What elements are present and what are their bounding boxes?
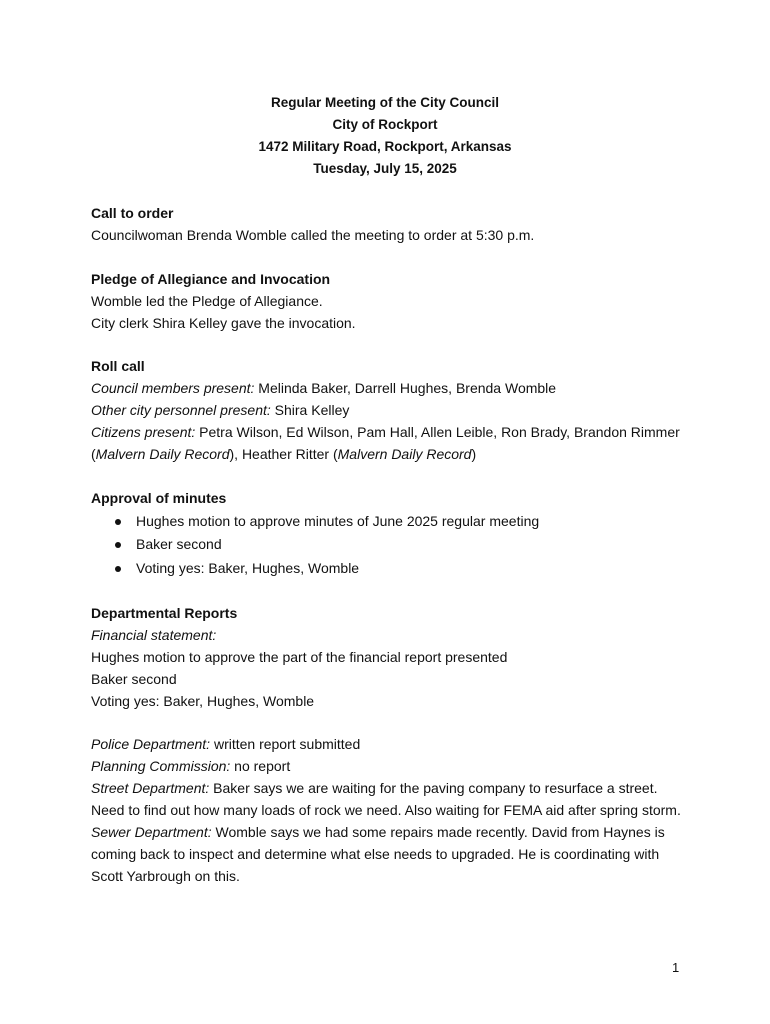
citizens-present-text: Petra Wilson, Ed Wilson, Pam Hall, Allen Leible, Ron Brady, Brandon Rimmer (	[91, 424, 680, 462]
departmental-reports-heading: Departmental Reports	[91, 604, 238, 621]
bullet-icon	[115, 566, 121, 572]
minutes-body	[91, 202, 686, 887]
citizens-present-paragraph	[91, 421, 686, 465]
planning-text: no report	[230, 758, 291, 774]
bullet-text: Voting yes: Baker, Hughes, Womble	[136, 559, 360, 576]
planning-label: Planning Commission:	[91, 758, 231, 774]
citizens-present-text: )	[471, 446, 477, 462]
pledge-heading: Pledge of Allegiance and Invocation	[91, 270, 331, 287]
bullet-icon	[115, 519, 121, 525]
financial-line: Voting yes: Baker, Hughes, Womble	[91, 692, 315, 709]
bullet-text: Baker second	[136, 536, 222, 552]
council-present-text: Melinda Baker, Darrell Hughes, Brenda Womble	[254, 380, 557, 396]
pledge-line: Womble led the Pledge of Allegiance.	[91, 292, 323, 309]
meeting-date: Tuesday, July 15, 2025	[313, 161, 457, 176]
meeting-header	[0, 92, 770, 180]
financial-line: Baker second	[91, 670, 177, 687]
financial-statement-label: Financial statement:	[91, 626, 217, 643]
citizens-present-text: ), Heather Ritter (	[229, 446, 338, 462]
minutes-bullet-list	[91, 510, 686, 581]
street-label: Street Department:	[91, 780, 210, 796]
citizens-present-label: Citizens present:	[91, 424, 196, 440]
list-item	[91, 533, 686, 557]
sewer-report-paragraph	[91, 821, 686, 887]
meeting-title: Regular Meeting of the City Council	[270, 95, 499, 110]
sewer-label: Sewer Department:	[91, 824, 212, 840]
street-report-paragraph	[91, 777, 686, 821]
bullet-text: Hughes motion to approve minutes of June 2025 regular meeting	[136, 512, 540, 529]
approval-of-minutes-heading: Approval of minutes	[91, 489, 227, 506]
meeting-address: 1472 Military Road, Rockport, Arkansas	[258, 139, 512, 154]
publication-name: Malvern Daily Record	[337, 446, 472, 462]
call-to-order-text: Councilwoman Brenda Womble called the meeting to order at 5:30 p.m.	[91, 227, 535, 243]
financial-line: Hughes motion to approve the part of the financial report presented	[91, 648, 508, 665]
city-name: City of Rockport	[332, 117, 438, 132]
list-item	[91, 510, 686, 534]
sewer-text: Womble says we had some repairs made recently. David from Haynes is coming back to inspect and determine what else needs to upgraded. He is coordinating with Scott Yarbrough on this.	[91, 824, 665, 884]
call-to-order-heading: Call to order	[91, 205, 174, 221]
personnel-present-text: Shira Kelley	[270, 402, 350, 418]
invocation-line: City clerk Shira Kelley gave the invocation.	[91, 314, 356, 331]
police-report-line	[91, 733, 686, 755]
roll-call-heading: Roll call	[91, 358, 145, 374]
personnel-present-label: Other city personnel present:	[91, 402, 271, 418]
council-present-label: Council members present:	[91, 380, 255, 396]
police-label: Police Department:	[91, 736, 211, 752]
planning-report-line	[91, 755, 686, 777]
list-item	[91, 557, 686, 581]
publication-name: Malvern Daily Record	[95, 446, 230, 462]
street-text: Baker says we are waiting for the paving company to resurface a street. Need to find out how many loads of rock we need. Also waiting for FEMA aid after spring storm.	[91, 780, 681, 818]
personnel-present-line	[91, 399, 686, 421]
police-text: written report submitted	[210, 736, 361, 752]
page-number: 1	[672, 960, 680, 975]
bullet-icon	[115, 542, 121, 548]
council-present-line	[91, 377, 686, 399]
